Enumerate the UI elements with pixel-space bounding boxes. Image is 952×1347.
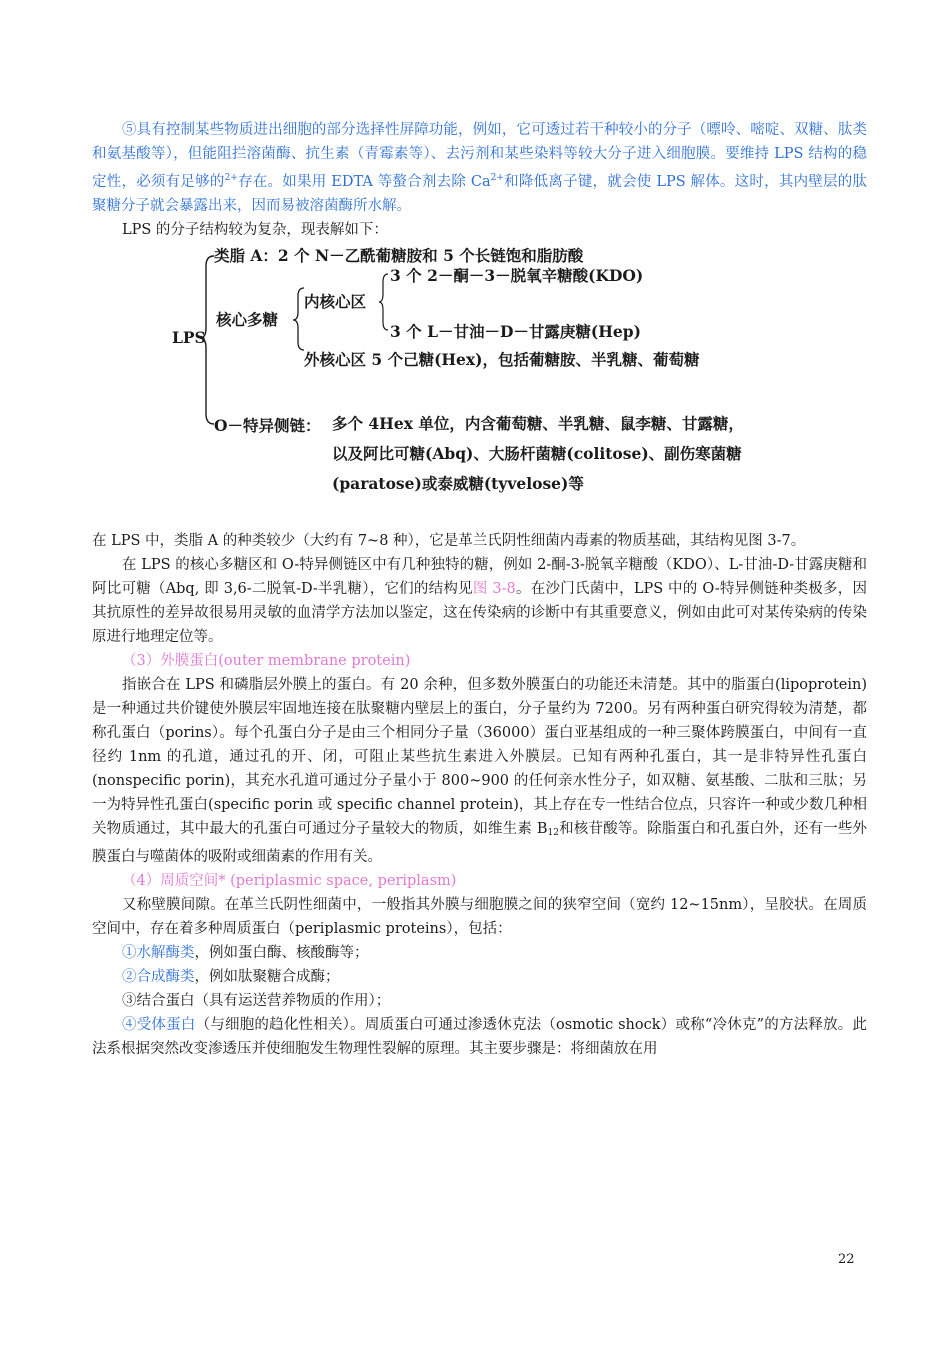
list-item-receptor-proteins <box>92 1013 867 1061</box>
lps-structure-diagram <box>92 246 867 531</box>
paragraph-lps-intro: LPS 的分子结构较为复杂，现表解如下： <box>122 222 388 238</box>
page-body <box>92 118 867 1061</box>
para4-text-b: 。在沙门氏菌中，LPS 中的 O-特异侧链种类极多，因其抗原性的差异故很易用灵敏的血清学方法加以鉴定，这在传染病的诊断中有其重要意义，例如由此可对某传染病的传染原进行地理定位等。 <box>92 581 868 645</box>
superscript: 2+ <box>224 173 238 183</box>
para1-text: ⑤具有控制某些物质进出细胞的部分选择性屏障功能，例如，它可透过若干种较小的分子（嘌呤、嘧啶、双糖、肽类和氨基酸等），但能阻拦溶菌酶、抗生素（青霉素等）、去污剂和某些染料等较大分子进入细胞膜。要维持 LPS 结构的稳定性，必须有足够的 <box>92 122 867 190</box>
list-item-synthases <box>92 965 867 989</box>
item2-text: ，例如肽聚糖合成酶； <box>194 969 340 985</box>
list-item-hydrolases <box>92 941 867 965</box>
o-chain-label: O－特异侧链： <box>214 416 321 435</box>
core-polysaccharide-label: 核心多糖 <box>216 310 279 329</box>
inner-core-label: 内核心区 <box>304 292 367 311</box>
item1-label: ①水解酶类 <box>122 945 195 961</box>
lipid-a-label: 类脂 A：2 个 N－乙酰葡糖胺和 5 个长链饱和脂肪酸 <box>214 246 584 265</box>
paragraph-unique-sugars <box>92 553 867 649</box>
paragraph-lipid-a: 在 LPS 中，类脂 A 的种类较少（大约有 7~8 种），它是革兰氏阴性细菌内毒素的物质基础，其结构见图 3-7。 <box>92 533 806 549</box>
hep-label: 3 个 L－甘油－D－甘露庚糖(Hep) <box>390 322 641 341</box>
o-chain-line3: (paratose)或泰威糖(tyvelose)等 <box>332 474 584 493</box>
list-item-binding-proteins: ③结合蛋白（具有运送营养物质的作用）； <box>122 993 391 1009</box>
lps-root-label: LPS <box>172 328 206 347</box>
item4-text: （与细胞的趋化性相关）。周质蛋白可通过渗透休克法（osmotic shock）或称“冷休克”的方法释放。此法系根据突然改变渗透压并使细胞发生物理性裂解的原理。其主要步骤是：将细菌放在用 <box>92 1017 868 1057</box>
page-number: 22 <box>838 1252 855 1267</box>
paragraph-outer-membrane-function <box>92 118 867 218</box>
para1-text-c: 和降低离子键，就会使 LPS 解体。这时，其内壁层的肽聚糖分子就会暴露出来，因而易被溶菌酶所水解。 <box>92 174 867 214</box>
paragraph-outer-membrane-protein <box>92 673 867 869</box>
outer-core-label: 外核心区 5 个己糖(Hex)，包括葡糖胺、半乳糖、葡萄糖 <box>304 350 700 369</box>
item2-label: ②合成酶类 <box>122 969 195 985</box>
subscript: 12 <box>547 828 559 838</box>
o-chain-line1: 多个 4Hex 单位，内含葡萄糖、半乳糖、鼠李糖、甘露糖， <box>332 414 744 433</box>
para5-text-a: 指嵌合在 LPS 和磷脂层外膜上的蛋白。有 20 余种，但多数外膜蛋白的功能还未清楚。其中的脂蛋白(lipoprotein)是一种通过共价键使外膜层牢固地连接在肽聚糖内壁层上的蛋白，分子量约为 7200。另有两种蛋白研究得较为清楚，都称孔蛋白（porins）。每个孔蛋白分子是由三个相同分子量（36000）蛋白亚基组成的一种三聚体跨膜蛋白，中间有一直径约 1nm 的孔道，通过孔的开、闭，可阻止某些抗生素进入外膜层。已知有两种孔蛋白，其一是非特异性孔蛋白(nonspecific porin)，其充水孔道可通过分子量小于 800~900 的任何亲水性分子，如双糖、氨基酸、二肽和三肽；另一为特异性孔蛋白(specific porin 或 specific channel protein)，其上存在专一性结合位点，只容许一种或少数几种相关物质通过，其中最大的孔蛋白可通过分子量较大的物质，如维生素 B <box>92 677 867 837</box>
heading-outer-membrane-protein: （3）外膜蛋白(outer membrane protein) <box>122 653 411 669</box>
inner-core-brace <box>379 274 388 330</box>
kdo-label: 3 个 2－酮－3－脱氧辛糖酸(KDO) <box>390 266 644 285</box>
figure-3-8-link[interactable]: 图 3-8 <box>472 581 516 597</box>
core-brace <box>293 288 304 350</box>
item4-label: ④受体蛋白 <box>122 1017 196 1033</box>
paragraph-periplasm: 又称壁膜间隙。在革兰氏阴性细菌中，一般指其外膜与细胞膜之间的狭窄空间（宽约 12~15nm），呈胶状。在周质空间中，存在着多种周质蛋白（periplasmic proteins），包括： <box>92 897 867 937</box>
para4-text-a: 在 LPS 的核心多糖区和 O-特异侧链区中有几种独特的糖，例如 2-酮-3-脱氧辛糖酸（KDO）、L-甘油-D-甘露庚糖和阿比可糖（Abq, 即 3,6-二脱氧-D-半乳糖），它们的结构见 <box>92 557 867 597</box>
item1-text: ，例如蛋白酶、核酸酶等； <box>194 945 369 961</box>
superscript: 2+ <box>490 173 504 183</box>
para5-text-b: 和核苷酸等。除脂蛋白和孔蛋白外，还有一些外膜蛋白与噬菌体的吸附或细菌素的作用有关。 <box>92 821 867 865</box>
para1-text-b: 存在。如果用 EDTA 等螯合剂去除 Ca <box>237 174 491 190</box>
o-chain-line2: 以及阿比可糖(Abq)、大肠杆菌糖(colitose)、副伤寒菌糖 <box>332 444 742 463</box>
heading-periplasmic-space: （4）周质空间* (periplasmic space, periplasm) <box>122 873 457 889</box>
